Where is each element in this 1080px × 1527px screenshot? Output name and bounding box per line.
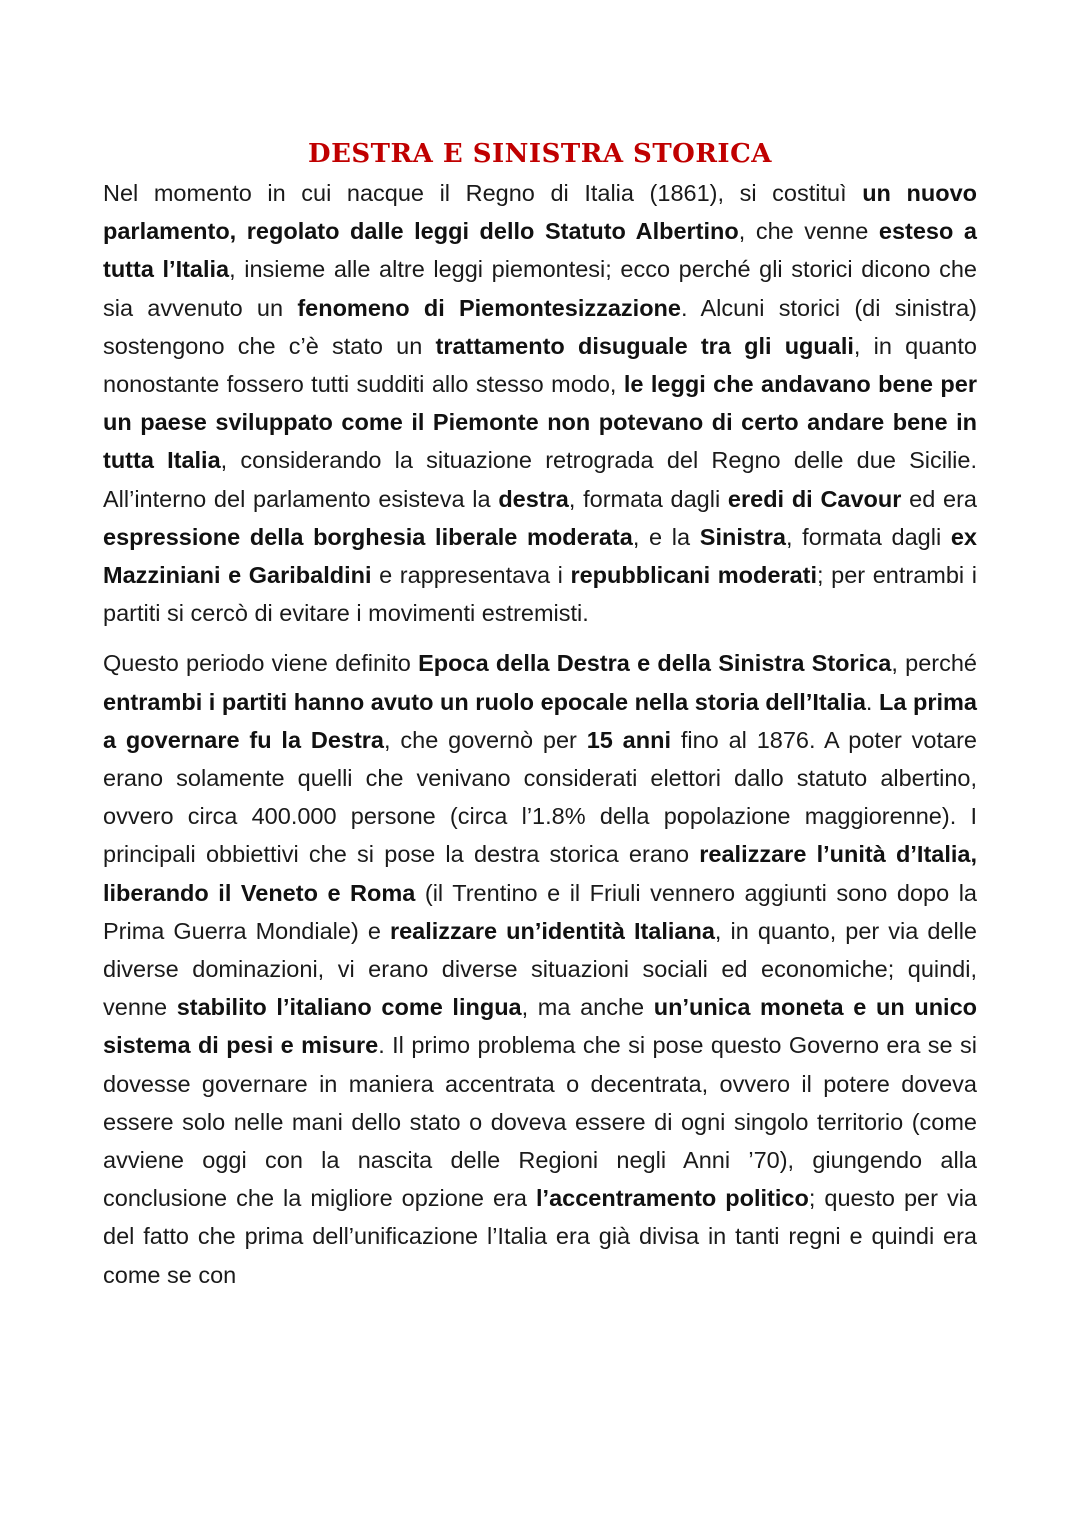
paragraph-1 [103, 174, 977, 632]
bold-text-run: destra [498, 485, 569, 512]
text-run: ed era [901, 485, 978, 512]
text-run: Nel momento in cui nacque il Regno di Italia (1861), si costituì [103, 180, 863, 206]
text-run: , e la [632, 523, 700, 550]
text-run: . Alcuni storici (di sinistra) sostengono che c’è stato un [103, 294, 977, 359]
text-run: . [865, 688, 879, 715]
document-title: DESTRA E SINISTRA STORICA [308, 139, 772, 169]
bold-text-run: eredi di Cavour [727, 485, 902, 512]
text-run: , che governò per [384, 726, 587, 753]
bold-text-run: La prima a governare fu la Destra [103, 688, 977, 753]
bold-text-run: repubblicani moderati [570, 562, 818, 589]
text-run: fino al 1876. A poter votare erano solamente quelli che venivano considerati elettori dallo statuto albertino, ovvero circa 400.000 persone (circa l’1.8% della popolazione maggiorenne). I principali obbiettivi che si pose la destra storica erano [103, 726, 978, 868]
text-run: , che venne [738, 218, 879, 245]
text-run: , insieme alle altre leggi piemontesi; ecco perché gli storici dicono che sia avvenuto un [103, 256, 977, 321]
document-page [103, 136, 977, 1294]
bold-text-run: un’unica moneta e un unico sistema di pesi e misure [103, 994, 978, 1059]
paragraph-2 [103, 644, 977, 1293]
bold-text-run: l’accentramento politico [536, 1185, 809, 1212]
bold-text-run: fenomeno di Piemontesizzazione [297, 294, 681, 321]
bold-text-run: trattamento disuguale tra gli uguali [435, 332, 854, 359]
text-run: , in quanto nonostante fossero tutti sudditi allo stesso modo, [103, 332, 977, 398]
bold-text-run: le leggi che andavano bene per un paese sviluppato come il Piemonte non potevano di certo andare bene in tutta Italia [103, 371, 977, 474]
bold-text-run: 15 anni [586, 726, 671, 753]
bold-text-run: un nuovo parlamento, regolato dalle leggi dello Statuto Albertino [103, 180, 977, 245]
text-run: Questo periodo viene definito [103, 650, 419, 677]
bold-text-run: entrambi i partiti hanno avuto un ruolo epocale nella storia dell’Italia [103, 688, 866, 715]
bold-text-run: realizzare un’identità Italiana [389, 917, 715, 944]
text-run: . Il primo problema che si pose questo Governo era se si dovesse governare in maniera accentrata o decentrata, ovvero il potere doveva essere solo nelle mani dello stato o doveva essere di ogni singolo territorio (come avviene oggi con la nascita delle Regioni negli Anni ’70), giungendo alla conclusione che la migliore opzione era [103, 1032, 977, 1212]
text-run: , in quanto, per via delle diverse dominazioni, vi erano diverse situazioni sociali ed economiche; quindi, venne [103, 917, 977, 1021]
text-run: , ma anche [521, 994, 654, 1021]
bold-text-run: espressione della borghesia liberale moderata [103, 523, 633, 550]
bold-text-run: stabilito l’italiano come lingua [176, 994, 522, 1021]
text-run: , formata dagli [568, 485, 728, 512]
text-run: e rappresentava i [371, 562, 571, 589]
bold-text-run: ex Mazziniani e Garibaldini [103, 523, 977, 589]
text-run: , perché [891, 650, 977, 677]
bold-text-run: Epoca della Destra e della Sinistra Storica [418, 650, 892, 677]
bold-text-run: realizzare l’unità d’Italia, liberando il Veneto e Roma [103, 841, 977, 906]
text-run: (il Trentino e il Friuli vennero aggiunti sono dopo la Prima Guerra Mondiale) e [103, 879, 977, 944]
text-run: ; questo per via del fatto che prima dell’unificazione l’Italia era già divisa in tanti regni e quindi era come se con [103, 1185, 977, 1288]
text-run: ; per entrambi i partiti si cercò di evitare i movimenti estremisti. [103, 562, 977, 627]
text-run: , formata dagli [785, 523, 951, 550]
bold-text-run: Sinistra [699, 523, 786, 550]
text-run: , considerando la situazione retrograda del Regno delle due Sicilie. All’interno del parlamento esisteva la [103, 447, 977, 512]
bold-text-run: esteso a tutta l’Italia [103, 218, 977, 283]
